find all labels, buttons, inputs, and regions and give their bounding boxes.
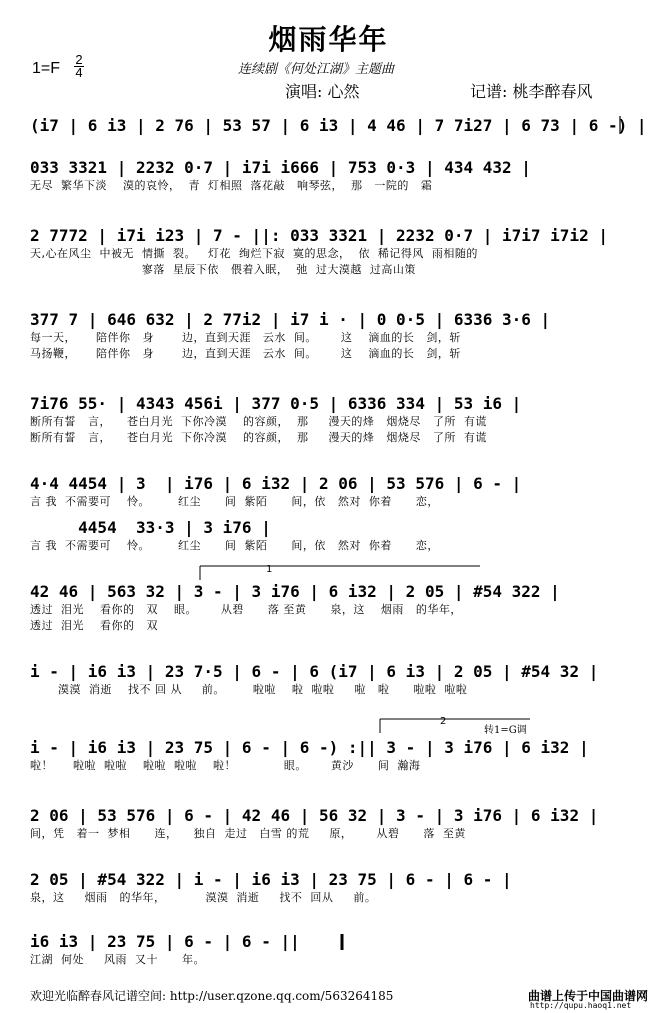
lyric-row: 断所有誓 言， 苍白月光 下你冷漠 的容颜， 那 漫天的烽 烟烧尽 了所 有谎 [30, 415, 487, 428]
lyric-row: 透过 泪光 看你的 双 [30, 619, 158, 632]
volta-bracket-1 [200, 566, 480, 580]
lyric-row: 间，凭 着一 梦相 连， 独自 走过 白雪 的荒 原， 从碧 落 至黄 [30, 827, 466, 840]
transcriber-credit: 记谱: 桃李醉春风 [470, 82, 593, 101]
lyric-row: 言 我 不需要可 怜。 红尘 间 紫陌 间，依 然对 你着 恋， [30, 495, 439, 508]
lyric-row: 泉，这 烟雨 的华年， 漠漠 消逝 找不 回从 前。 [30, 891, 377, 904]
lyric-row: 断所有誓 言， 苍白月光 下你冷漠 的容颜， 那 漫天的烽 烟烧尽 了所 有谎 [30, 431, 487, 444]
notation-row: i - | i6 i3 | 23 75 | 6 - | 6 -) :|| 3 - | 3 i76 | 6 i32 | [30, 738, 589, 757]
key-signature: 1=F [32, 60, 61, 77]
site-watermark: 曲谱上传于中国曲谱网 [528, 989, 649, 1003]
meter-top: 2 [75, 52, 83, 67]
modulation-label: 转1=G调 [484, 725, 527, 736]
volta-2-label: 2 [440, 716, 447, 727]
lyric-row: 透过 泪光 看你的 双 眼。 从碧 落 至黄 泉，这 烟雨 的华年， [30, 603, 462, 616]
notation-row: (i7 | 6 i3 | 2 76 | 53 57 | 6 i3 | 4 46 | 7 7i27 | 6 73 | 6 -) | [30, 116, 647, 135]
lyric-row: 江湖 何处 风雨 又十 年。 [30, 953, 205, 966]
notation-row: i6 i3 | 23 75 | 6 - | 6 - || [30, 932, 300, 951]
lyric-row: 言 我 不需要可 怜。 红尘 间 紫陌 间，依 然对 你着 恋， [30, 539, 439, 552]
notation-row: 2 05 | #54 322 | i - | i6 i3 | 23 75 | 6 - | 6 - | [30, 870, 512, 889]
notation-row: 4·4 4454 | 3 | i76 | 6 i32 | 2 06 | 53 576 | 6 - | [30, 474, 522, 493]
page-title: 烟雨华年 [268, 23, 389, 56]
lyric-row: 马扬鞭， 陪伴你 身 边，直到天涯 云水 间。 这 滴血的长 剑，斩 [30, 347, 461, 360]
notation-row: 2 7772 | i7i i23 | 7 - ||: 033 3321 | 2232 0·7 | i7i7 i7i2 | [30, 226, 608, 245]
meter-bottom: 4 [75, 65, 83, 80]
volta-1-label: 1 [266, 564, 273, 575]
lyric-row: 漠漠 消逝 找不 回 从 前。 啦啦 啦 啦啦 啦 啦 啦啦 啦啦 [30, 683, 468, 696]
notation-row: 42 46 | 563 32 | 3 - | 3 i76 | 6 i32 | 2 05 | #54 322 | [30, 582, 560, 601]
lyric-row: 无尽 繁华下淡 漠的哀怜， 青 灯相照 落花敲 响琴弦， 那 一院的 霜 [30, 179, 433, 192]
notation-row: i - | i6 i3 | 23 7·5 | 6 - | 6 (i7 | 6 i3 | 2 05 | #54 32 | [30, 662, 599, 681]
footer-text: 欢迎光临醉春风记谱空间: http://user.qzone.qq.com/563264185 [30, 989, 394, 1003]
notation-row: 377 7 | 646 632 | 2 77i2 | i7 i · | 0 0·5 | 6336 3·6 | [30, 310, 551, 329]
notation-row: 4454 33·3 | 3 i76 | [30, 518, 271, 537]
lyric-row: 天,心在风尘 中被无 情撕 裂。 灯花 绚烂下寂 寞的思念， 依 稀记得风 雨相随的 [30, 247, 478, 260]
singer-credit: 演唱: 心然 [285, 82, 360, 101]
notation-row: 033 3321 | 2232 0·7 | i7i i666 | 753 0·3 | 434 432 | [30, 158, 531, 177]
lyric-row: 啦！ 啦啦 啦啦 啦啦 啦啦 啦！ 眼。 黄沙 间 瀚海 [30, 759, 421, 772]
notation-row: 7i76 55· | 4343 456i | 377 0·5 | 6336 334 | 53 i6 | [30, 394, 522, 413]
lyric-row: 每一天， 陪伴你 身 边，直到天涯 云水 间。 这 滴血的长 剑，斩 [30, 331, 461, 344]
site-watermark-url: http://qupu.haoq1.net [530, 1001, 632, 1010]
notation-row: 2 06 | 53 576 | 6 - | 42 46 | 56 32 | 3 - | 3 i76 | 6 i32 | [30, 806, 599, 825]
subtitle: 连续剧《何处江湖》主题曲 [238, 62, 395, 77]
lyric-row: 寥落 星辰下依 偎着入眠， 弛 过大漠越 过高山策 [30, 263, 416, 276]
